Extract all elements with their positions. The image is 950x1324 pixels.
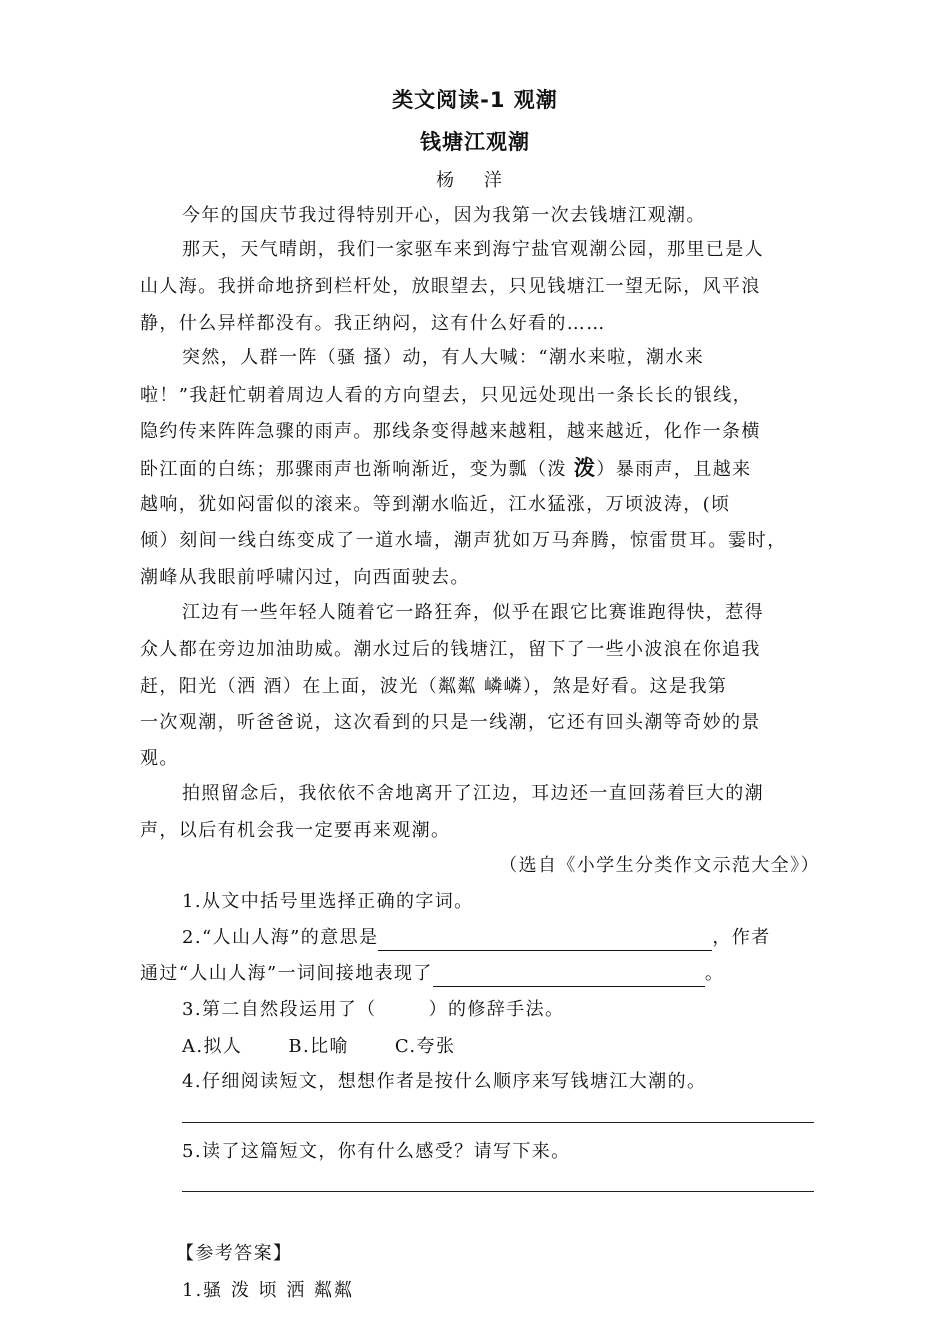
question-3-text: 3.第二自然段运用了（: [182, 999, 377, 1020]
article-p4-line: 一次观潮，听爸爸说，这次看到的只是一线潮，它还有回头潮等奇妙的景: [140, 712, 761, 733]
answer-blank[interactable]: [378, 928, 712, 951]
question-1: 1.从文中括号里选择正确的字词。: [182, 891, 474, 912]
source-citation: （选自《小学生分类作文示范大全》）: [499, 855, 820, 876]
article-p4-line: 江边有一些年轻人随着它一路狂奔，似乎在跟它比赛谁跑得快，惹得: [182, 602, 764, 623]
question-2-text: 2.“人山人海”的意思是: [182, 927, 379, 948]
article-p3-line: 突然，人群一阵（骚 搔）动，有人大喊：“潮水来啦，潮水来: [182, 347, 705, 368]
answers-heading: 【参考答案】: [176, 1243, 293, 1264]
question-2-cont: [140, 961, 820, 987]
answer-line[interactable]: [182, 1191, 814, 1192]
article-p1-line: 今年的国庆节我过得特别开心，因为我第一次去钱塘江观潮。: [182, 205, 706, 226]
question-3-text: ）的修辞手法。: [428, 999, 565, 1020]
article-p4-line: 观。: [140, 748, 179, 769]
article-p3-line: 越响，犹如闷雷似的滚来。等到潮水临近，江水猛涨，万顷波涛，(顷: [140, 494, 731, 515]
question-3-options: [182, 1034, 822, 1060]
option-c[interactable]: C.夸张: [394, 1036, 456, 1057]
article-p2-line: 那天，天气晴朗，我们一家驱车来到海宁盐官观潮公园，那里已是人: [182, 239, 764, 260]
question-3: [182, 997, 822, 1023]
article-p4-line: 赶，阳光（洒 酒）在上面，波光（粼粼 嶙嶙），煞是好看。这是我第: [140, 676, 728, 697]
option-a[interactable]: A.拟人: [182, 1036, 243, 1057]
question-2: [182, 925, 822, 951]
answer-blank[interactable]: [433, 964, 705, 987]
article-text: ）暴雨声，且越来: [596, 459, 752, 480]
article-p5-line: 声，以后有机会我一定要再来观潮。: [140, 820, 451, 841]
question-2-text: 通过“人山人海”一词间接地表现了: [140, 963, 433, 984]
article-p3-line: 潮峰从我眼前呼啸闪过，向西面驶去。: [140, 567, 470, 588]
article-text: 卧江面的白练；那骤雨声也渐响渐近，变为瓢（泼: [140, 459, 574, 480]
article-p3-line: 啦！”我赶忙朝着周边人看的方向望去，只见远处现出一条长长的银线，: [140, 385, 752, 406]
question-5: 5.读了这篇短文，你有什么感受？请写下来。: [182, 1141, 571, 1162]
article-p3-line: 倾）刻间一线白练变成了一道水墙，潮声犹如万马奔腾，惊雷贯耳。霎时，: [140, 530, 787, 551]
answer-1: 1.骚 泼 顷 洒 粼粼: [182, 1280, 355, 1301]
article-p5-line: 拍照留念后，我依依不舍地离开了江边，耳边还一直回荡着巨大的潮: [182, 783, 764, 804]
question-2-text: ，作者: [712, 927, 771, 948]
article-p2-line: 静，什么异样都没有。我正纳闷，这有什么好看的……: [140, 313, 606, 334]
article-text: 泼: [573, 455, 597, 480]
option-b[interactable]: B.比喻: [288, 1036, 349, 1057]
article-p3-line: 隐约传来阵阵急骤的雨声。那线条变得越来越粗，越来越近，化作一条横: [140, 421, 761, 442]
question-4: 4.仔细阅读短文，想想作者是按什么顺序来写钱塘江大潮的。: [182, 1071, 707, 1092]
article-title: 钱塘江观潮: [420, 130, 530, 154]
article-p4-line: 众人都在旁边加油助威。潮水过后的钱塘江，留下了一些小波浪在你追我: [140, 639, 761, 660]
series-title: 类文阅读-1 观潮: [392, 88, 558, 112]
article-p2-line: 山人海。我拼命地挤到栏杆处，放眼望去，只见钱塘江一望无际，风平浪: [140, 276, 761, 297]
article-p3-line: [140, 455, 820, 483]
author: 杨 洋: [436, 170, 514, 191]
question-2-text: 。: [704, 963, 725, 984]
answer-line[interactable]: [182, 1122, 814, 1123]
